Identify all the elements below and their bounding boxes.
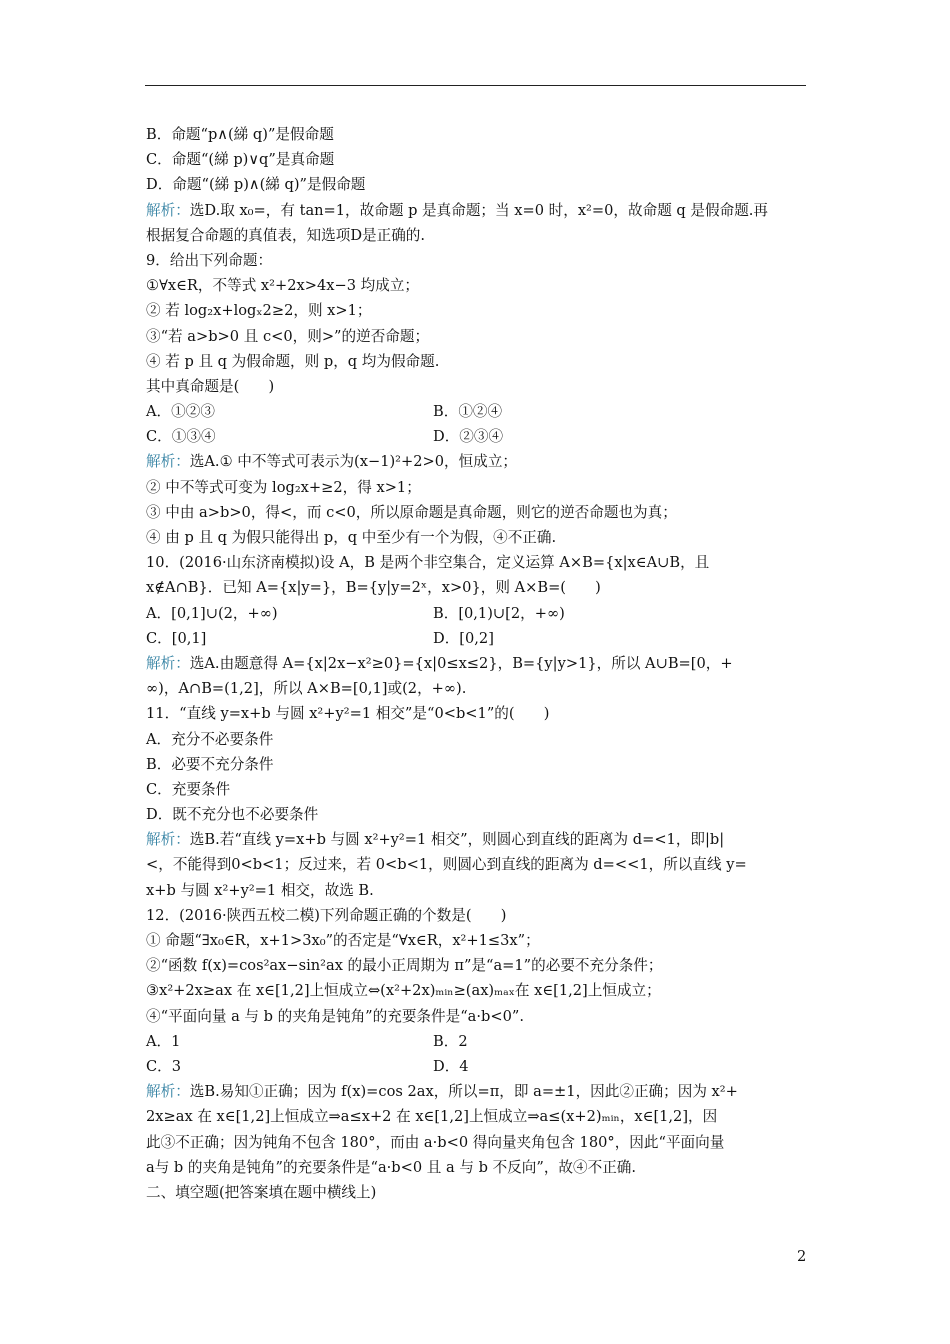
text-line [146, 802, 808, 827]
option-row [146, 424, 808, 449]
line-text: ③x²+2x≥ax 在 x∈[1,2]上恒成立⇔(x²+2x)ₘᵢₙ≥(ax)ₘₐₓ在 x∈[1,2]上恒成立； [146, 982, 661, 1000]
option-row [146, 1054, 808, 1079]
line-text: C．充要条件 [146, 780, 231, 798]
analysis-label: 解析： [146, 654, 190, 672]
line-text: ② 若 log₂x+logₓ2≥2，则 x>1； [146, 302, 372, 320]
option-right: B．2 [433, 1032, 468, 1050]
text-line [146, 676, 808, 701]
line-text: 9．给出下列命题： [146, 251, 273, 269]
line-text: ③ 中由 a>b>0，得<，而 c<0，所以原命题是真命题，则它的逆否命题也为真； [146, 503, 677, 521]
line-text: ③“若 a>b>0 且 c<0，则>”的逆否命题； [146, 327, 430, 345]
analysis-label: 解析： [146, 201, 190, 219]
line-text: x+b 与圆 x²+y²=1 相交，故选 B. [146, 881, 374, 899]
line-text: x∉A∩B}．已知 A={x|y=}，B={y|y=2ˣ，x>0}，则 A×B=( ) [146, 579, 601, 597]
line-text: 选B.若“直线 y=x+b 与圆 x²+y²=1 相交”，则圆心到直线的距离为 d=<1，即|b| [189, 831, 725, 849]
line-text: ① 命题“∃x₀∈R，x+1>3x₀”的否定是“∀x∈R，x²+1≤3x”； [146, 932, 540, 949]
text-line [146, 324, 808, 349]
text-line [146, 349, 808, 374]
text-line [146, 525, 808, 550]
line-text: a与 b 的夹角是钝角”的充要条件是“a·b<0 且 a 与 b 不反向”，故④不正确. [146, 1158, 637, 1176]
line-text: ④ 由 p 且 q 为假只能得出 p，q 中至少有一个为假，④不正确. [146, 529, 557, 546]
line-text: 选A.由题意得 A={x|2x−x²≥0}={x|0≤x≤2}，B={y|y>1}，所以 A∪B=[0，+ [189, 654, 733, 672]
analysis-line [146, 1079, 808, 1104]
text-line [146, 701, 808, 726]
line-text: 2x≥ax 在 x∈[1,2]上恒成立⇒a≤x+2 在 x∈[1,2]上恒成立⇒a≤(x+2)ₘᵢₙ，x∈[1,2]，因 [146, 1108, 718, 1126]
line-text: 10．(2016·山东济南模拟)设 A，B 是两个非空集合，定义运算 A×B={x|x∈A∪B，且 [146, 554, 710, 572]
text-line [146, 1180, 808, 1205]
line-text: ④ 若 p 且 q 为假命题，则 p，q 均为假命题. [146, 352, 440, 370]
option-right: D．②③④ [433, 428, 504, 446]
line-text: 11．“直线 y=x+b 与圆 x²+y²=1 相交”是“0<b<1”的( ) [146, 705, 550, 723]
line-text: ④“平面向量 a 与 b 的夹角是钝角”的充要条件是“a·b<0”. [146, 1007, 524, 1025]
line-text: D．命题“(綈 p)∧(綈 q)”是假命题 [146, 176, 366, 194]
text-line [146, 122, 808, 147]
option-row [146, 601, 808, 626]
line-text: B．命题“p∧(綈 q)”是假命题 [146, 126, 334, 143]
option-left: A．1 [146, 1032, 181, 1050]
option-left: A．①②③ [146, 403, 215, 421]
text-line [146, 374, 808, 399]
page-number: 2 [797, 1248, 807, 1265]
analysis-line [146, 827, 808, 852]
header-rule [145, 85, 806, 86]
text-line [146, 248, 808, 273]
text-line [146, 852, 808, 877]
line-text: 选B.易知①正确；因为 f(x)=cos 2ax，所以=π，即 a=±1，因此②正确；因为 x²+ [189, 1083, 738, 1101]
text-line [146, 903, 808, 928]
option-left: C．[0,1] [146, 629, 207, 647]
text-line [146, 752, 808, 777]
option-right: B．①②④ [433, 403, 503, 421]
line-text: ②“函数 f(x)=cos²ax−sin²ax 的最小正周期为 π”是“a=1”的必要不充分条件； [146, 957, 663, 975]
line-text: 二、填空题(把答案填在题中横线上) [146, 1183, 377, 1201]
text-line [146, 500, 808, 525]
text-line [146, 1130, 808, 1155]
line-text: <，不能得到0<b<1；反过来，若 0<b<1，则圆心到直线的距离为 d=<<1，所以直线 y= [146, 856, 747, 874]
line-text: 此③不正确；因为钝角不包含 180°，而由 a·b<0 得向量夹角包含 180°，因此“平面向量 [146, 1133, 725, 1151]
text-line [146, 777, 808, 802]
line-text: 根据复合命题的真值表，知选项D是正确的. [146, 226, 426, 244]
line-text: B．必要不充分条件 [146, 755, 274, 773]
option-right: B．[0,1)∪[2，+∞) [433, 604, 565, 622]
text-line [146, 223, 808, 248]
text-line [146, 928, 808, 953]
page-body [146, 122, 808, 1205]
line-text: ∞)，A∩B=(1,2]，所以 A×B=[0,1]或(2，+∞). [146, 680, 467, 698]
option-left: C．3 [146, 1057, 182, 1075]
text-line [146, 147, 808, 172]
option-right: D．[0,2] [433, 629, 494, 647]
line-text: ①∀x∈R，不等式 x²+2x>4x−3 均成立； [146, 277, 420, 295]
line-text: 12．(2016·陕西五校二模)下列命题正确的个数是( ) [146, 906, 507, 924]
text-line [146, 575, 808, 600]
line-text: C．命题“(綈 p)∨q”是真命题 [146, 151, 335, 169]
text-line [146, 878, 808, 903]
option-left: C．①③④ [146, 428, 216, 446]
line-text: D．既不充分也不必要条件 [146, 806, 319, 824]
option-row [146, 626, 808, 651]
analysis-label: 解析： [146, 453, 190, 471]
line-text: A．充分不必要条件 [146, 730, 274, 748]
line-text: 选D.取 x₀=，有 tan=1，故命题 p 是真命题；当 x=0 时，x²=0，故命题 q 是假命题.再 [189, 201, 769, 219]
analysis-line [146, 449, 808, 474]
text-line [146, 475, 808, 500]
text-line [146, 727, 808, 752]
text-line [146, 978, 808, 1003]
text-line [146, 550, 808, 575]
line-text: 其中真命题是( ) [146, 377, 275, 395]
text-line [146, 953, 808, 978]
option-row [146, 1029, 808, 1054]
analysis-line [146, 198, 808, 223]
analysis-label: 解析： [146, 1083, 190, 1101]
analysis-label: 解析： [146, 831, 190, 849]
text-line [146, 1004, 808, 1029]
line-text: ② 中不等式可变为 log₂x+≥2，得 x>1； [146, 478, 421, 496]
option-left: A．[0,1]∪(2，+∞) [146, 604, 278, 622]
line-text: 选A.① 中不等式可表示为(x−1)²+2>0，恒成立； [189, 453, 518, 471]
text-line [146, 298, 808, 323]
analysis-line [146, 651, 808, 676]
text-line [146, 1104, 808, 1129]
text-line [146, 1155, 808, 1180]
option-right: D．4 [433, 1057, 469, 1075]
text-line [146, 172, 808, 197]
option-row [146, 399, 808, 424]
text-line [146, 273, 808, 298]
